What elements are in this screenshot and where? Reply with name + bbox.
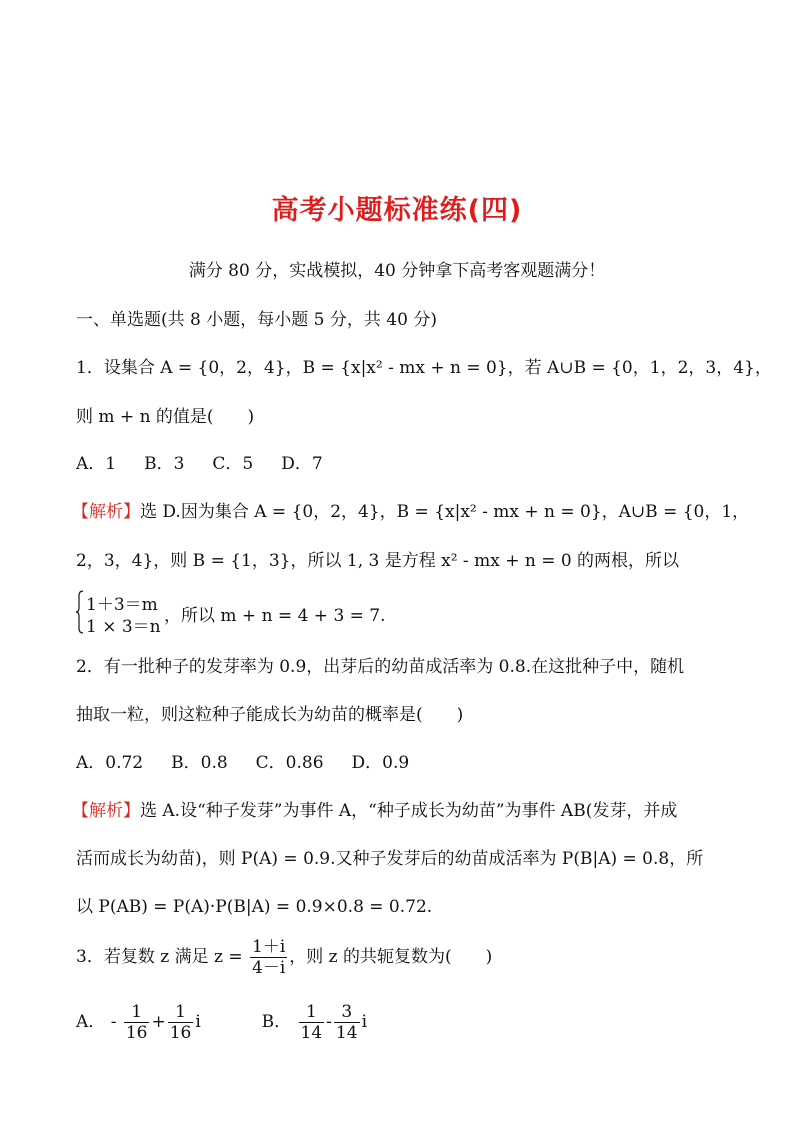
q3-option-a-den1: 16 — [125, 1023, 148, 1043]
q3-option-b-label: B． — [261, 1012, 292, 1032]
q3-option-b-den2: 14 — [335, 1023, 358, 1043]
q1-solution-line1 — [72, 501, 749, 523]
q3-option-a-label: A． — [76, 1012, 106, 1032]
q2-stem-line2: 抽取一粒，则这粒种子能成长为幼苗的概率是( ) — [76, 705, 464, 725]
q3-stem — [76, 935, 492, 979]
q1-solution-tag: 【解析】 — [72, 502, 140, 522]
q3-option-a-num2: 1 — [168, 1002, 194, 1023]
q2-solution-text1: 选 A.设“种子发芽”为事件 A，“种子成长为幼苗”为事件 AB(发芽，并成 — [140, 801, 678, 821]
q1-solution-line2: 2，3，4}，则 B = {1，3}，所以 1, 3 是方程 x² - mx + n = 0 的两根，所以 — [76, 551, 680, 571]
q1-solution-text1: 选 D.因为集合 A = {0，2，4}，B = {x|x² - mx + n = 0}，A∪B = {0，1， — [140, 502, 750, 522]
q2-solution-line3: 以 P(AB) = P(A)·P(B|A) = 0.9×0.8 = 0.72. — [76, 897, 433, 917]
q3-stem-pre: 3．若复数 z 满足 z = — [76, 947, 243, 967]
q3-option-b-i: i — [361, 1012, 367, 1032]
q2-solution-tag: 【解析】 — [72, 801, 140, 821]
brace-icon — [76, 590, 84, 634]
q1-option-b: B．3 — [144, 454, 185, 474]
q3-options — [76, 1000, 367, 1044]
subtitle: 满分 80 分，实战模拟，40 分钟拿下高考客观题满分！ — [188, 261, 606, 281]
q3-option-b-frac1 — [299, 1002, 325, 1043]
q1-options — [76, 453, 351, 475]
q2-option-a: A．0.72 — [76, 753, 144, 773]
q3-option-b — [261, 1002, 367, 1043]
q2-solution-line1 — [72, 800, 677, 822]
q1-system-row2: 1 × 3＝n — [86, 617, 161, 637]
q1-stem-line1: 1．设集合 A = {0，2，4}，B = {x|x² - mx + n = 0}，若 A∪B = {0，1，2，3，4}， — [76, 358, 772, 378]
q3-option-b-den1: 14 — [300, 1023, 323, 1043]
q3-option-a-sign: - — [110, 1012, 117, 1032]
q2-option-d: D．0.9 — [351, 753, 410, 773]
page-title: 高考小题标准练(四) — [271, 195, 523, 226]
q3-fraction — [250, 937, 287, 978]
q3-option-a-i: i — [195, 1012, 201, 1032]
q2-option-c: C．0.86 — [255, 753, 324, 773]
q3-option-b-frac2 — [334, 1002, 360, 1043]
q2-options — [76, 752, 437, 774]
q1-stem-line2: 则 m + n 的值是( ) — [76, 407, 255, 427]
q1-option-c: C．5 — [212, 454, 254, 474]
q3-option-a-frac1 — [124, 1002, 150, 1043]
q2-option-b: B．0.8 — [171, 753, 228, 773]
q3-option-b-num1: 1 — [299, 1002, 325, 1023]
q3-option-b-num2: 3 — [334, 1002, 360, 1023]
q1-option-d: D．7 — [281, 454, 323, 474]
q3-option-b-minus: - — [326, 1012, 332, 1032]
q3-option-a-plus: + — [151, 1012, 166, 1032]
q3-fraction-denominator: 4－i — [252, 958, 286, 978]
q2-solution-line2: 活而成长为幼苗)，则 P(A) = 0.9.又种子发芽后的幼苗成活率为 P(B|A) = 0.8，所 — [76, 849, 704, 869]
q1-option-a: A．1 — [76, 454, 117, 474]
q3-fraction-numerator: 1＋i — [252, 937, 286, 957]
q1-solution-conclusion: ，所以 m + n = 4 + 3 = 7. — [164, 606, 386, 626]
section-heading: 一、单选题(共 8 小题，每小题 5 分，共 40 分) — [76, 310, 437, 330]
q3-option-a-num1: 1 — [124, 1002, 150, 1023]
q3-option-a-frac2 — [168, 1002, 194, 1043]
q3-option-a — [76, 1002, 206, 1043]
q1-system-row1: 1＋3＝m — [86, 595, 158, 615]
q2-stem-line1: 2．有一批种子的发芽率为 0.9，出芽后的幼苗成活率为 0.8.在这批种子中，随机 — [76, 657, 685, 677]
q3-option-a-den2: 16 — [169, 1023, 192, 1043]
q3-stem-post: ，则 z 的共轭复数为( ) — [289, 947, 493, 967]
